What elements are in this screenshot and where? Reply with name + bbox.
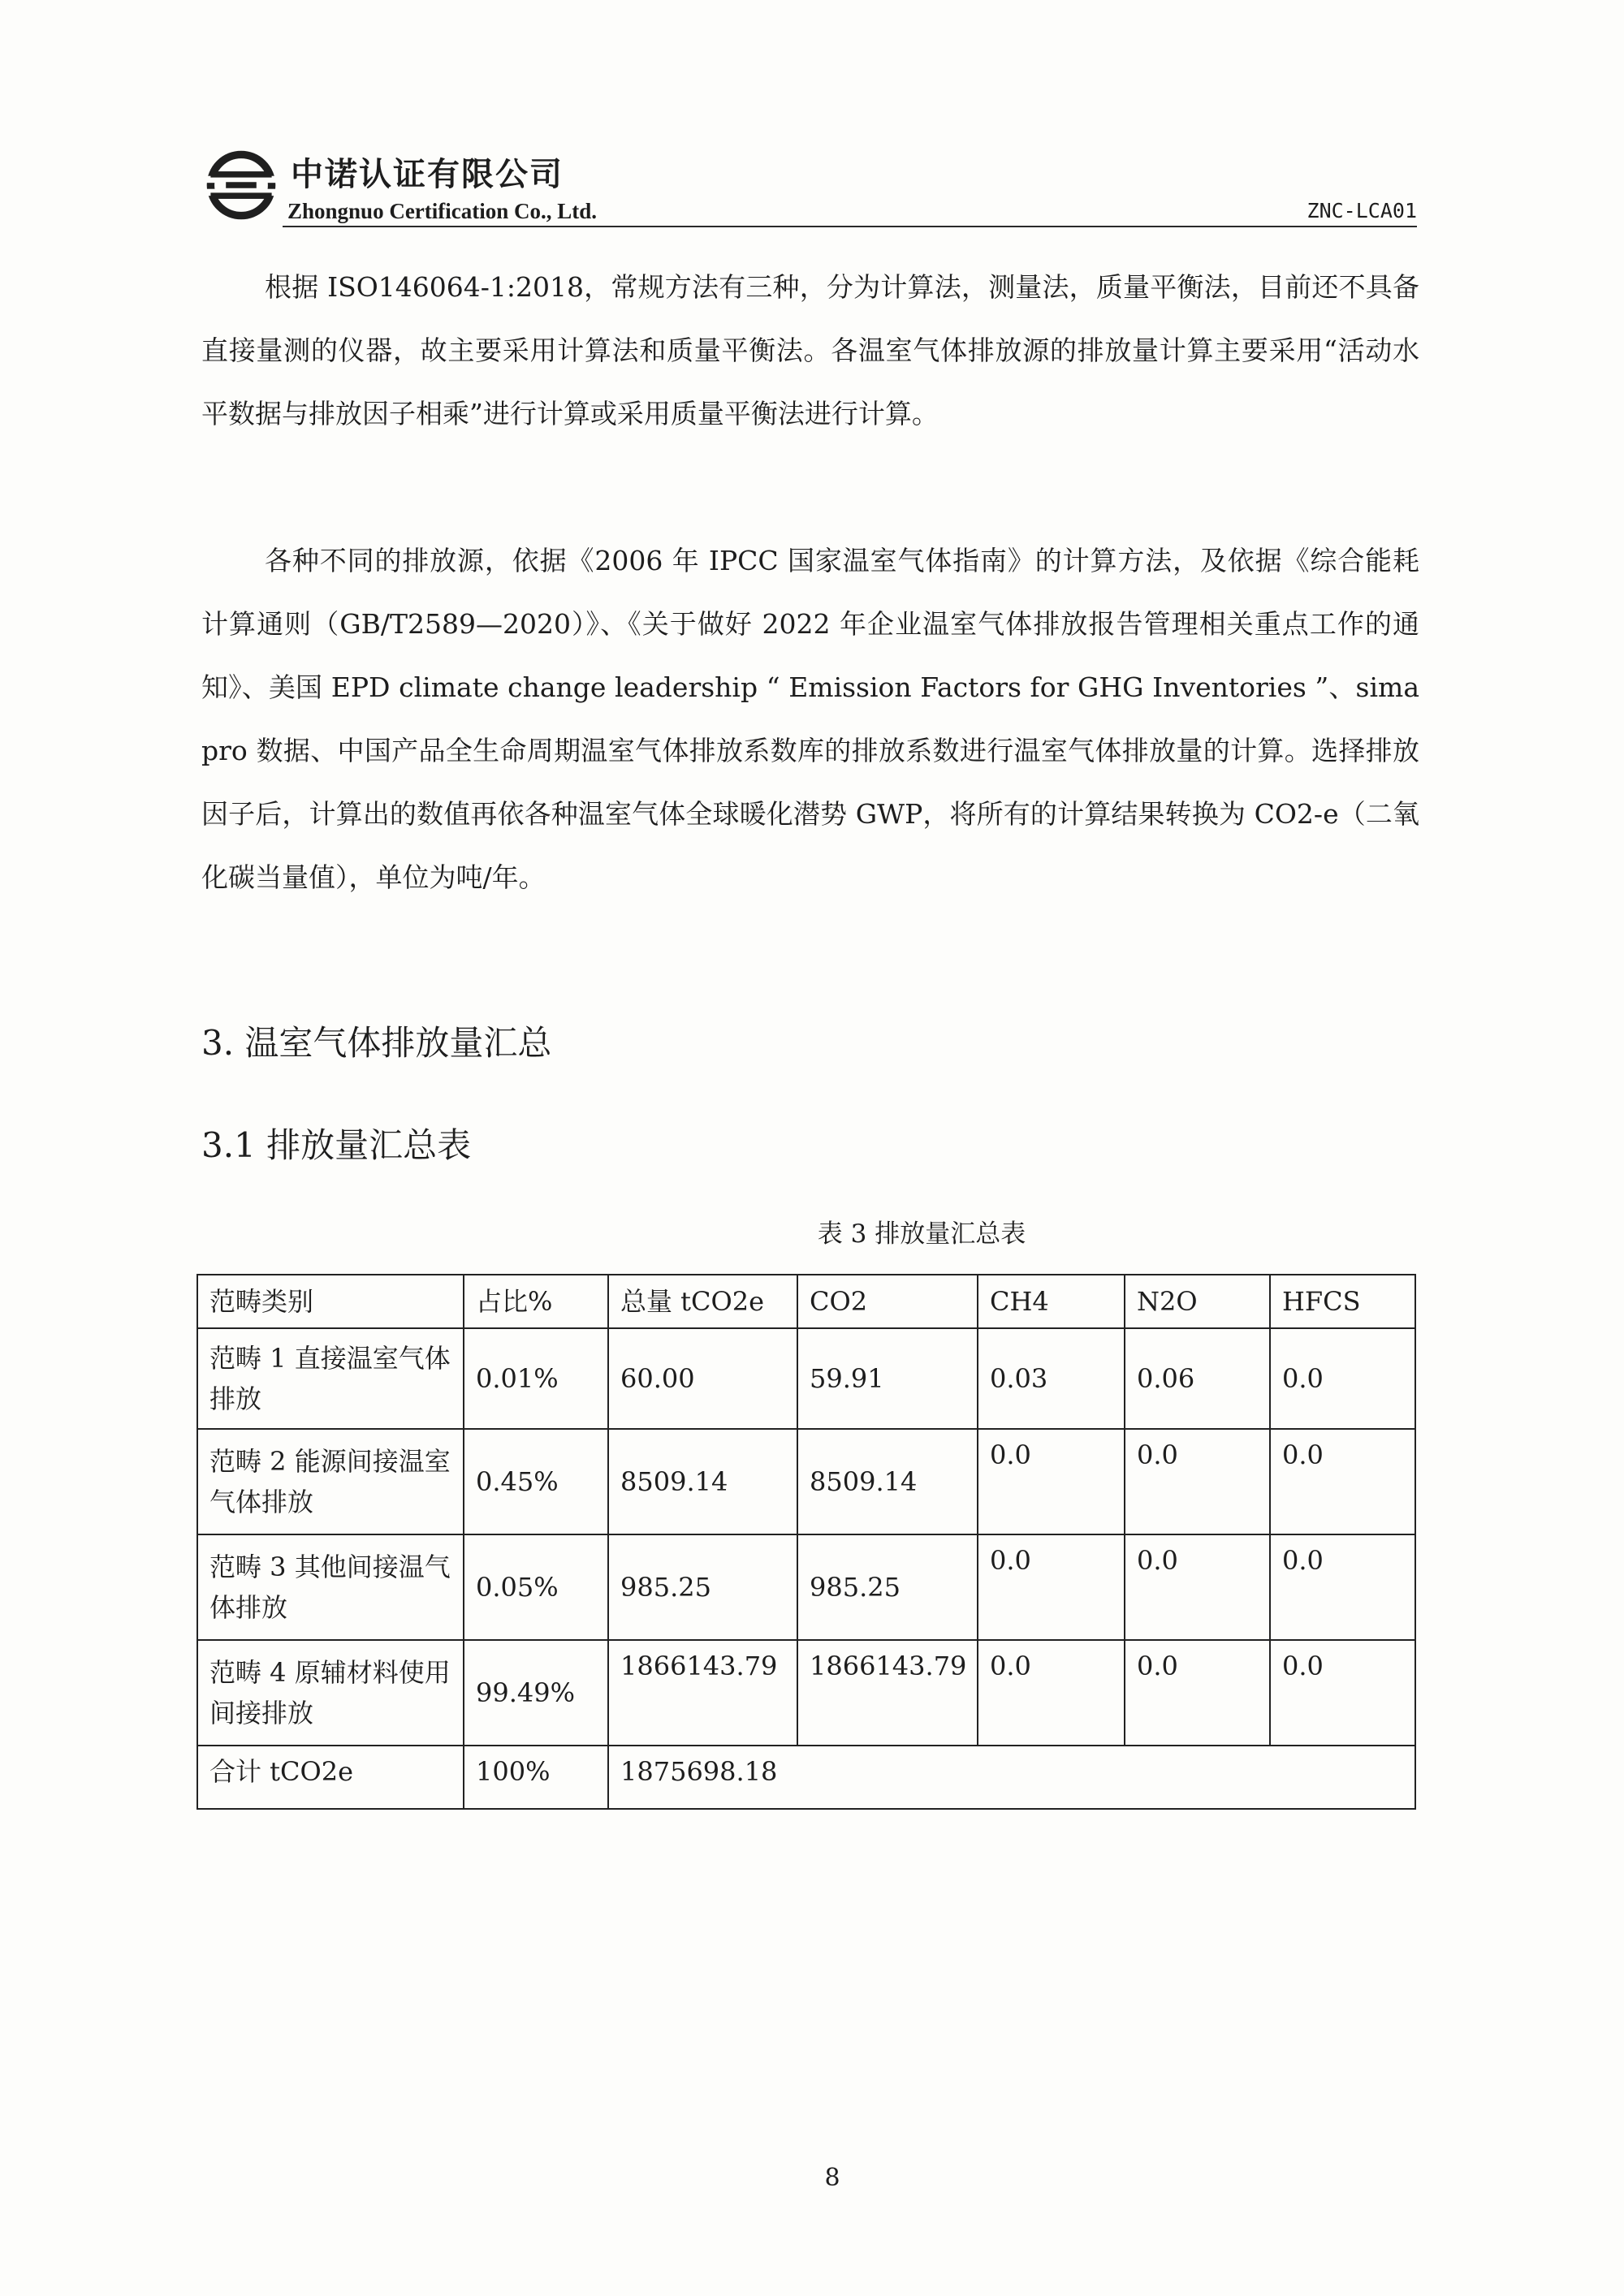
total-cell: 985.25 — [608, 1534, 797, 1640]
header-cell: CO2 — [797, 1275, 978, 1328]
table-header-row — [197, 1275, 1415, 1328]
header-cell: 总量 tCO2e — [608, 1275, 797, 1328]
co2-cell: 985.25 — [797, 1534, 978, 1640]
subsection-heading: 3.1 排放量汇总表 — [201, 1125, 472, 1165]
page-header — [203, 142, 1417, 231]
share-cell: 0.01% — [464, 1328, 608, 1429]
header-cell: 范畴类别 — [197, 1275, 464, 1328]
hfcs-cell: 0.0 — [1270, 1429, 1415, 1534]
share-cell: 0.45% — [464, 1429, 608, 1534]
n2o-cell: 0.0 — [1125, 1429, 1270, 1534]
ch4-cell: 0.0 — [978, 1640, 1125, 1746]
n2o-cell: 0.0 — [1125, 1640, 1270, 1746]
hfcs-cell: 0.0 — [1270, 1328, 1415, 1429]
co2-cell: 59.91 — [797, 1328, 978, 1429]
grand-total-cell: 1875698.18 — [608, 1746, 1415, 1809]
table-row — [197, 1534, 1415, 1640]
header-cell: N2O — [1125, 1275, 1270, 1328]
table-caption: 表 3 排放量汇总表 — [817, 1219, 1026, 1249]
paragraph-emission-sources: 各种不同的排放源，依据《2006 年 IPCC 国家温室气体指南》的计算方法，及依据《综合能耗计算通则（GB/T2589—2020）》、《关于做好 2022 年企业温室气体排放报告管理相关重点工作的通知》、美国 EPD climate change leadership “ Emission Factors for GHG Inventories ”、simapro 数据、中国产品全生命周期温室气体排放系数库的排放系数进行温室气体排放量的计算。选择排放因子后，计算出的数值再依各种温室气体全球暖化潜势 GWP，将所有的计算结果转换为 CO2-e（二氧化碳当量值），单位为吨/年。 — [201, 545, 1419, 893]
n2o-cell: 0.06 — [1125, 1328, 1270, 1429]
category-cell: 范畴 4 原辅材料使用间接排放 — [197, 1640, 464, 1746]
header-cell: HFCS — [1270, 1275, 1415, 1328]
header-cell: 占比% — [464, 1275, 608, 1328]
emission-summary-table — [197, 1274, 1416, 1810]
hfcs-cell: 0.0 — [1270, 1640, 1415, 1746]
company-logo-icon — [203, 147, 279, 223]
header-divider — [283, 226, 1417, 227]
total-cell: 60.00 — [608, 1328, 797, 1429]
document-code: ZNC-LCA01 — [1307, 199, 1417, 222]
company-name-en: Zhongnuo Certification Co., Ltd. — [287, 199, 598, 223]
ch4-cell: 0.03 — [978, 1328, 1125, 1429]
section-heading: 3. 温室气体排放量汇总 — [201, 1023, 552, 1063]
ch4-cell: 0.0 — [978, 1429, 1125, 1534]
total-cell: 1866143.79 — [608, 1640, 797, 1746]
co2-cell: 1866143.79 — [797, 1640, 978, 1746]
table-row — [197, 1429, 1415, 1534]
share-cell: 0.05% — [464, 1534, 608, 1640]
hfcs-cell: 0.0 — [1270, 1534, 1415, 1640]
n2o-cell: 0.0 — [1125, 1534, 1270, 1640]
paragraph-methods: 根据 ISO146064-1:2018，常规方法有三种，分为计算法，测量法，质量平衡法，目前还不具备直接量测的仪器，故主要采用计算法和质量平衡法。各温室气体排放源的排放量计算主要采用“活动水平数据与排放因子相乘”进行计算或采用质量平衡法进行计算。 — [201, 271, 1419, 429]
total-share-cell: 100% — [464, 1746, 608, 1809]
table-total-row — [197, 1746, 1415, 1809]
company-name-cn: 中诺认证有限公司 — [291, 156, 564, 193]
table-row — [197, 1328, 1415, 1429]
page-number: 8 — [824, 2164, 840, 2192]
share-cell: 99.49% — [464, 1640, 608, 1746]
category-cell: 范畴 2 能源间接温室气体排放 — [197, 1429, 464, 1534]
table-row — [197, 1640, 1415, 1746]
category-cell: 范畴 1 直接温室气体排放 — [197, 1328, 464, 1429]
category-cell: 范畴 3 其他间接温气体排放 — [197, 1534, 464, 1640]
ch4-cell: 0.0 — [978, 1534, 1125, 1640]
header-cell: CH4 — [978, 1275, 1125, 1328]
total-cell: 8509.14 — [608, 1429, 797, 1534]
co2-cell: 8509.14 — [797, 1429, 978, 1534]
total-label-cell: 合计 tCO2e — [197, 1746, 464, 1809]
